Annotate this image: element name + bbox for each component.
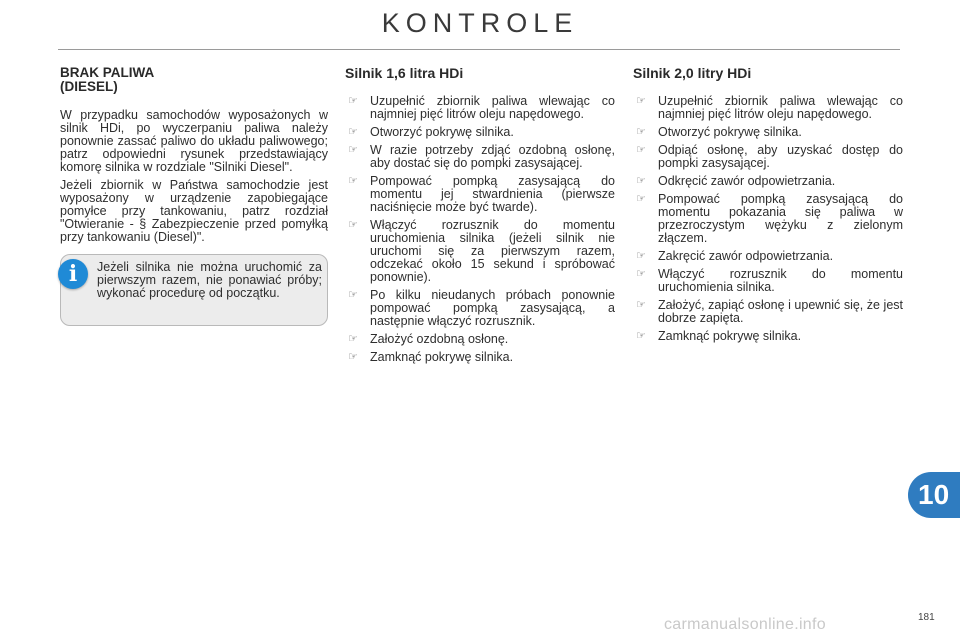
section-heading-2-0-hdi: Silnik 2,0 litry HDi [633, 65, 752, 81]
step-text: Po kilku nieudanych próbach ponownie pompować pompką zasysającą, a następnie włączyć rozrusznik. [370, 288, 615, 328]
info-note-text: Jeżeli silnika nie można uruchomić za pierwszym razem, nie ponawiać próby; wykonać procedurę od początku. [97, 260, 322, 300]
pointing-hand-icon: ☞ [636, 268, 646, 280]
list-item [345, 144, 615, 170]
list-item [633, 175, 903, 188]
pointing-hand-icon: ☞ [348, 126, 358, 138]
step-text: Założyć, zapiąć osłonę i upewnić się, że jest dobrze zapięta. [658, 298, 903, 325]
list-item [633, 126, 903, 139]
step-text: Zamknąć pokrywę silnika. [658, 329, 802, 343]
intro-paragraph: W przypadku samochodów wyposażonych w silnik HDi, po wyczerpaniu paliwa należy ponownie zassać paliwo do układu paliwowego; patrz odpowiedni rysunek przedstawiający komorę silnika w rozdziale "Silniki Diesel". [60, 108, 328, 174]
section-heading-out-of-fuel [60, 66, 328, 94]
pointing-hand-icon: ☞ [636, 299, 646, 311]
list-item [633, 95, 903, 121]
step-text: Zakręcić zawór odpowietrzania. [658, 249, 834, 263]
heading-line-1: BRAK PALIWA [60, 65, 155, 80]
info-note-box [60, 254, 328, 326]
pointing-hand-icon: ☞ [636, 175, 646, 187]
pointing-hand-icon: ☞ [636, 126, 646, 138]
pointing-hand-icon: ☞ [348, 351, 358, 363]
pointing-hand-icon: ☞ [348, 175, 358, 187]
header-divider [58, 49, 900, 50]
pointing-hand-icon: ☞ [348, 95, 358, 107]
steps-list-2-0-hdi [633, 95, 903, 343]
list-item [345, 333, 615, 346]
step-text: Włączyć rozrusznik do momentu uruchomienia silnika (jeżeli silnik nie uruchomi się za pierwszym razem, odczekać około 15 sekund i spróbować ponownie). [370, 218, 615, 284]
list-item [633, 144, 903, 170]
step-text: Otworzyć pokrywę silnika. [658, 125, 802, 139]
list-item [633, 268, 903, 294]
pointing-hand-icon: ☞ [348, 333, 358, 345]
pointing-hand-icon: ☞ [348, 289, 358, 301]
pointing-hand-icon: ☞ [636, 193, 646, 205]
step-text: Uzupełnić zbiornik paliwa wlewając co najmniej pięć litrów oleju napędowego. [658, 94, 903, 121]
step-text: W razie potrzeby zdjąć ozdobną osłonę, aby dostać się do pompki zasysającej. [370, 143, 615, 170]
section-heading-1-6-hdi: Silnik 1,6 litra HDi [345, 65, 464, 81]
list-item [345, 126, 615, 139]
info-icon: i [58, 259, 88, 289]
list-item [345, 175, 615, 214]
pointing-hand-icon: ☞ [636, 250, 646, 262]
step-text: Pompować pompką zasysającą do momentu jej stwardnienia (pierwsze naciśnięcie może być twarde). [370, 174, 615, 214]
list-item [633, 299, 903, 325]
list-item [345, 219, 615, 284]
step-text: Włączyć rozrusznik do momentu uruchomienia silnika. [658, 267, 903, 294]
pointing-hand-icon: ☞ [636, 95, 646, 107]
list-item [345, 95, 615, 121]
middle-column [345, 66, 615, 369]
page-title: KONTROLE [381, 8, 579, 38]
watermark: carmanualsonline.info [664, 616, 826, 633]
list-item [633, 250, 903, 263]
list-item [345, 289, 615, 328]
step-text: Zamknąć pokrywę silnika. [370, 350, 514, 364]
step-text: Odkręcić zawór odpowietrzania. [658, 174, 836, 188]
step-text: Założyć ozdobną osłonę. [370, 332, 509, 346]
pointing-hand-icon: ☞ [636, 144, 646, 156]
page-number: 181 [918, 612, 935, 623]
steps-list-1-6-hdi [345, 95, 615, 364]
list-item [345, 351, 615, 364]
step-text: Otworzyć pokrywę silnika. [370, 125, 514, 139]
list-item [633, 193, 903, 245]
left-column [60, 66, 328, 326]
chapter-tab: 10 [908, 472, 960, 518]
step-text: Uzupełnić zbiornik paliwa wlewając co najmniej pięć litrów oleju napędowego. [370, 94, 615, 121]
misfuel-paragraph: Jeżeli zbiornik w Państwa samochodzie jest wyposażony w urządzenie zapobiegające pomyłce przy tankowaniu, patrz rozdział "Otwieranie - § Zabezpieczenie przed pomyłką przy tankowaniu (Diesel)". [60, 178, 328, 244]
heading-line-2: (DIESEL) [60, 79, 118, 94]
list-item [633, 330, 903, 343]
pointing-hand-icon: ☞ [348, 144, 358, 156]
pointing-hand-icon: ☞ [348, 219, 358, 231]
right-column [633, 66, 903, 348]
step-text: Odpiąć osłonę, aby uzyskać dostęp do pompki zasysającej. [658, 143, 903, 170]
pointing-hand-icon: ☞ [636, 330, 646, 342]
step-text: Pompować pompką zasysającą do momentu pokazania się paliwa w przezroczystym wężyku z zielonym złączem. [658, 192, 903, 245]
